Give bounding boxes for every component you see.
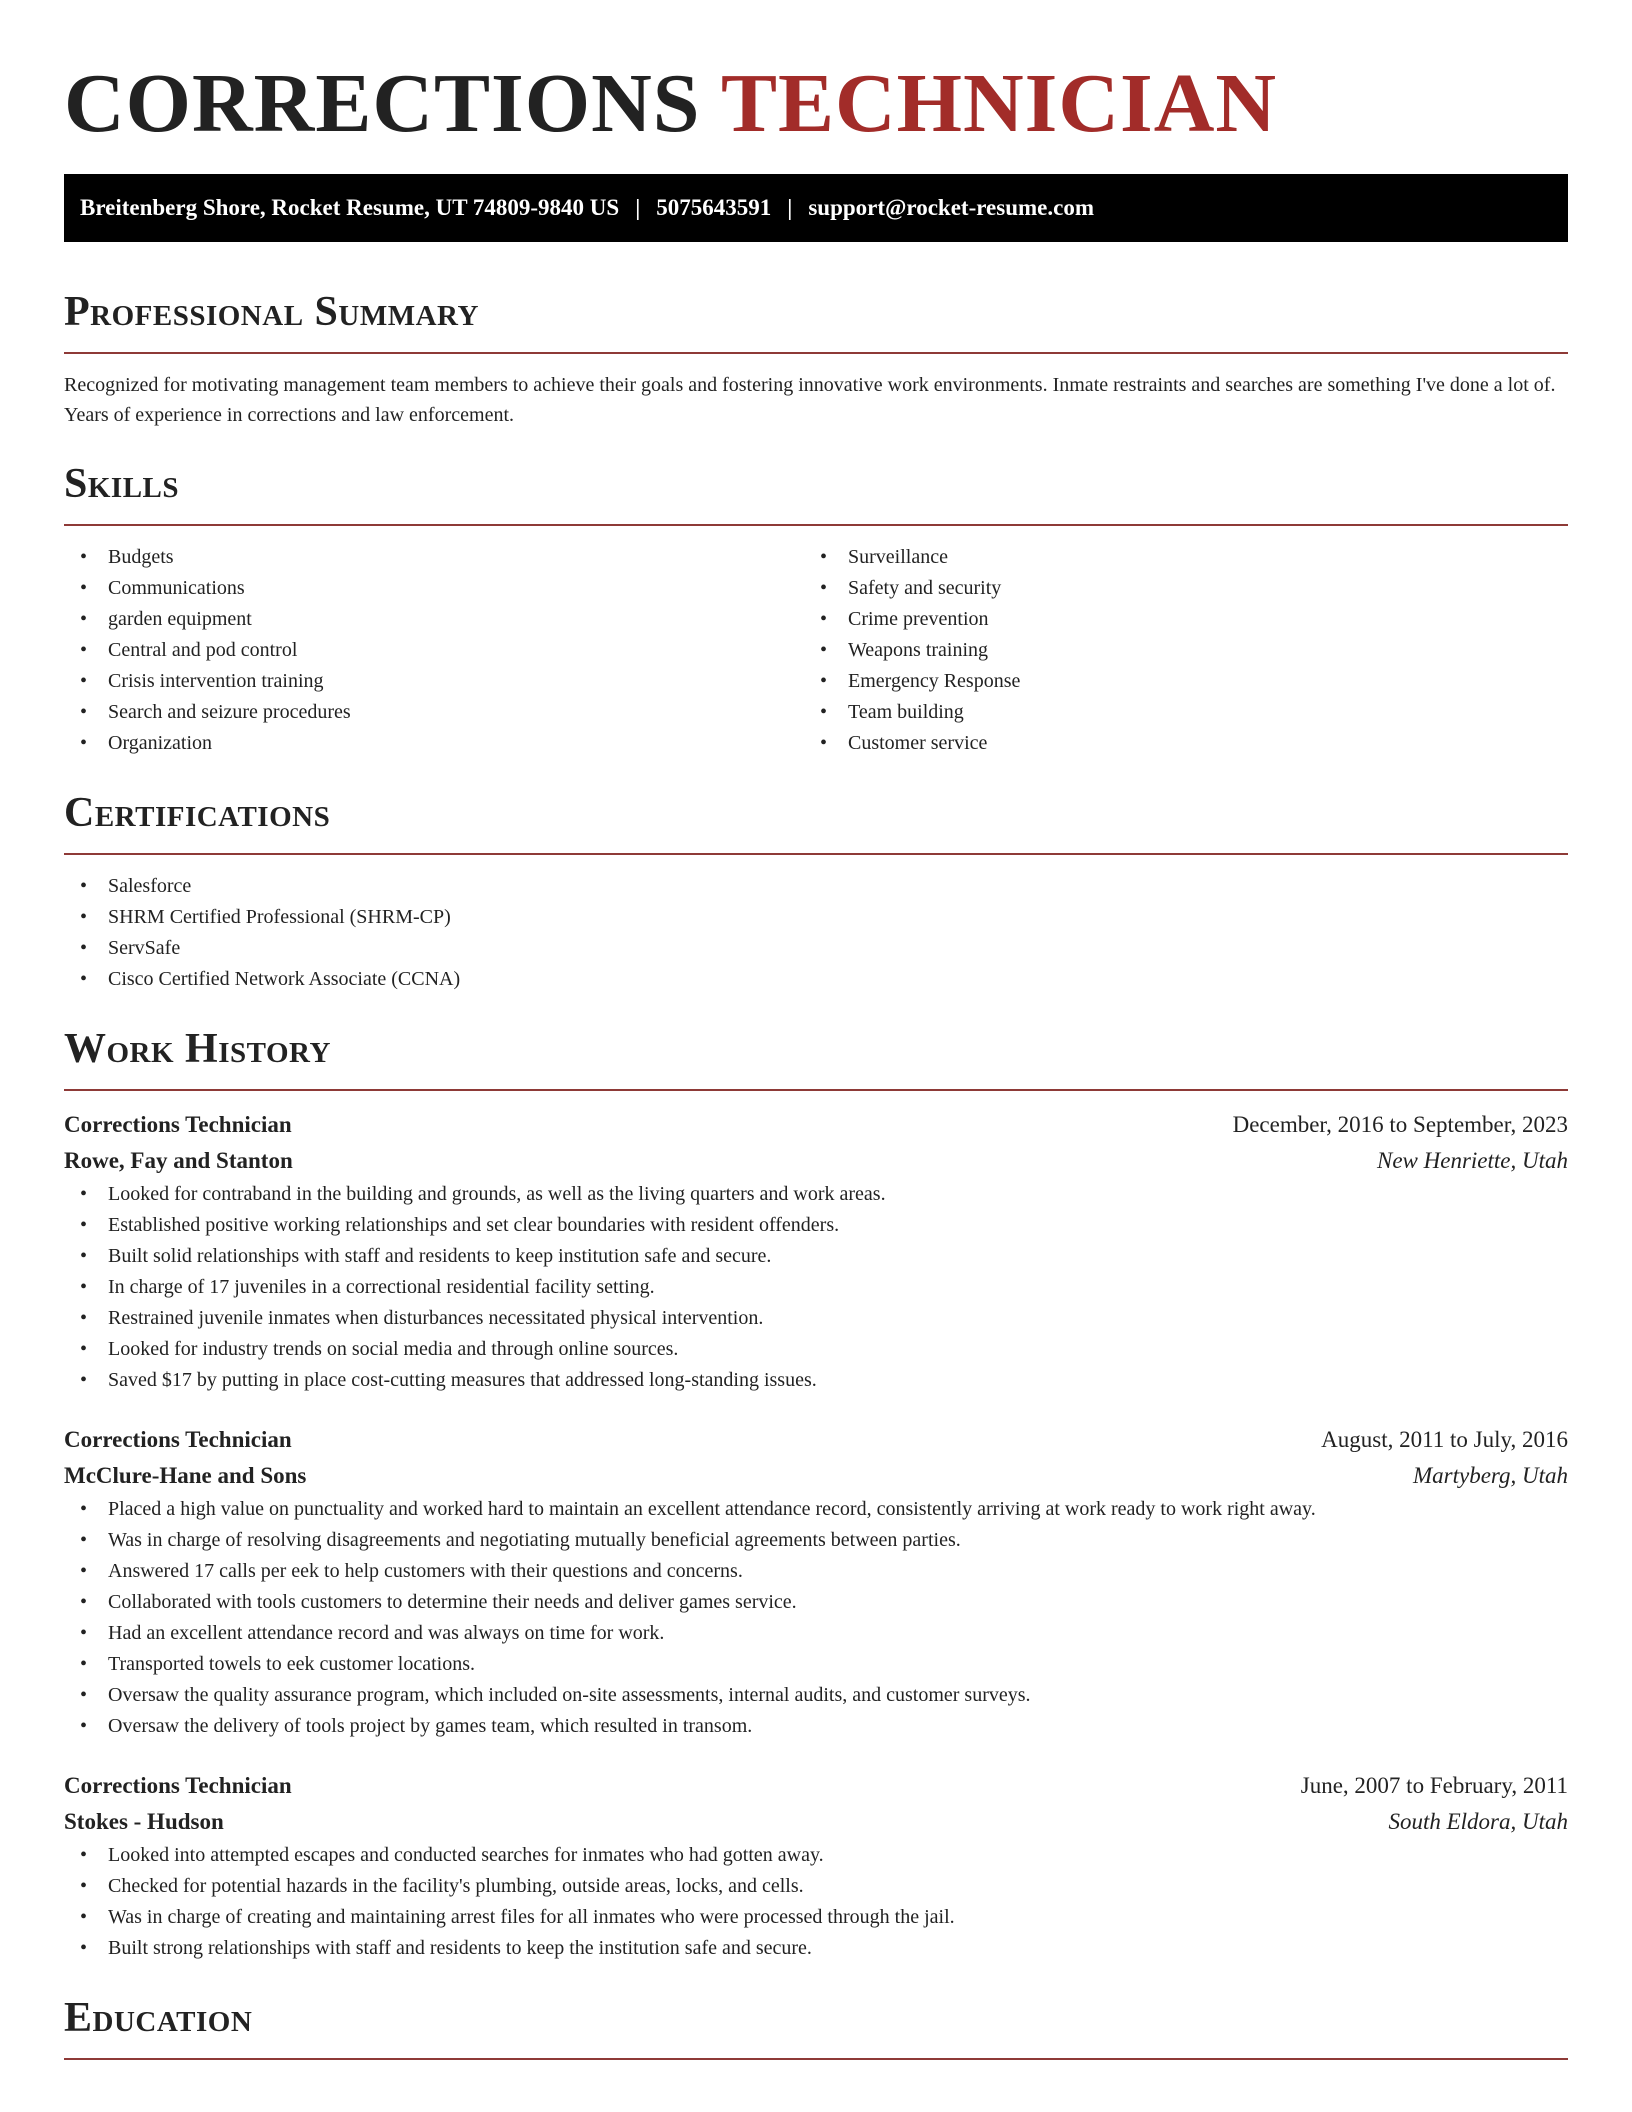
skill-item: • Search and seizure procedures xyxy=(64,697,804,728)
skill-item: • Crisis intervention training xyxy=(64,666,804,697)
section-heading-work-history: Work History xyxy=(64,1026,331,1072)
job-company-row xyxy=(64,1804,1568,1840)
title-word-1: CORRECTIONS xyxy=(64,57,701,150)
skill-item: • Communications xyxy=(64,573,804,604)
skill-item: • Team building xyxy=(804,697,1544,728)
skill-item: • Surveillance xyxy=(804,542,1544,573)
job-duty: • Checked for potential hazards in the facility's plumbing, outside areas, locks, and cells. xyxy=(64,1871,1568,1902)
job-title: Corrections Technician xyxy=(64,1427,292,1452)
job-header-row xyxy=(64,1422,1568,1458)
job-duty: • Built solid relationships with staff and residents to keep institution safe and secure. xyxy=(64,1241,1568,1272)
job-duty: • Collaborated with tools customers to determine their needs and deliver games service. xyxy=(64,1587,1568,1618)
job-header-row xyxy=(64,1107,1568,1143)
skills-column-left xyxy=(64,542,804,759)
section-heading-skills: Skills xyxy=(64,461,180,507)
certification-item: • ServSafe xyxy=(64,933,1568,964)
skills-grid xyxy=(64,542,1568,759)
section-divider xyxy=(64,853,1568,855)
job-duty: • Oversaw the delivery of tools project by games team, which resulted in transom. xyxy=(64,1711,1568,1742)
job-company-row xyxy=(64,1143,1568,1179)
job-title: Corrections Technician xyxy=(64,1112,292,1137)
job-location: New Henriette, Utah xyxy=(1377,1148,1568,1173)
section-divider xyxy=(64,1089,1568,1091)
job-duty: • Looked for contraband in the building and grounds, as well as the living quarters and work areas. xyxy=(64,1179,1568,1210)
skill-item: • Crime prevention xyxy=(804,604,1544,635)
certification-item: • Cisco Certified Network Associate (CCNA) xyxy=(64,964,1568,995)
skill-item: • Weapons training xyxy=(804,635,1544,666)
skill-item: • Emergency Response xyxy=(804,666,1544,697)
certification-item: • SHRM Certified Professional (SHRM-CP) xyxy=(64,902,1568,933)
job-entry xyxy=(64,1107,1568,1396)
skills-column-right xyxy=(804,542,1544,759)
job-title: Corrections Technician xyxy=(64,1773,292,1798)
job-company-row xyxy=(64,1458,1568,1494)
job-duty: • Looked into attempted escapes and conducted searches for inmates who had gotten away. xyxy=(64,1840,1568,1871)
section-heading-summary: Professional Summary xyxy=(64,289,479,335)
job-duty: • Had an excellent attendance record and was always on time for work. xyxy=(64,1618,1568,1649)
section-heading-certifications: Certifications xyxy=(64,790,331,836)
contact-address: Breitenberg Shore, Rocket Resume, UT 74809-9840 US xyxy=(80,195,620,220)
job-duty: • Built strong relationships with staff and residents to keep the institution safe and secure. xyxy=(64,1933,1568,1964)
job-duty: • Transported towels to eek customer locations. xyxy=(64,1649,1568,1680)
job-dates: June, 2007 to February, 2011 xyxy=(1300,1773,1568,1798)
certifications-section xyxy=(64,787,1568,995)
job-duties-list xyxy=(64,1494,1568,1742)
job-duty: • Saved $17 by putting in place cost-cutting measures that addressed long-standing issues. xyxy=(64,1365,1568,1396)
skill-item: • Central and pod control xyxy=(64,635,804,666)
summary-section xyxy=(64,286,1568,430)
education-section xyxy=(64,1992,1568,2060)
resume-title xyxy=(64,0,1568,150)
summary-text: Recognized for motivating management team members to achieve their goals and fostering innovative work environments. Inmate restraints and searches are something I've done a lot of. Years of experience in corrections and law enforcement. xyxy=(64,374,1556,426)
contact-separator: | xyxy=(635,195,641,220)
skill-item: • Budgets xyxy=(64,542,804,573)
job-duty: • Answered 17 calls per eek to help customers with their questions and concerns. xyxy=(64,1556,1568,1587)
job-dates: December, 2016 to September, 2023 xyxy=(1232,1112,1568,1137)
job-company: Stokes - Hudson xyxy=(64,1809,224,1834)
title-word-2: TECHNICIAN xyxy=(720,57,1278,150)
job-duty: • Was in charge of resolving disagreements and negotiating mutually beneficial agreements between parties. xyxy=(64,1525,1568,1556)
job-entry xyxy=(64,1768,1568,1964)
job-duty: • In charge of 17 juveniles in a correctional residential facility setting. xyxy=(64,1272,1568,1303)
job-location: Martyberg, Utah xyxy=(1412,1463,1568,1488)
section-heading-education: Education xyxy=(64,1995,253,2041)
job-dates: August, 2011 to July, 2016 xyxy=(1321,1427,1568,1452)
skill-item: • Organization xyxy=(64,728,804,759)
certifications-list xyxy=(64,871,1568,995)
contact-phone: 5075643591 xyxy=(656,195,772,220)
section-divider xyxy=(64,524,1568,526)
contact-separator: | xyxy=(787,195,793,220)
skill-item: • Customer service xyxy=(804,728,1544,759)
job-duties-list xyxy=(64,1179,1568,1396)
job-company: McClure-Hane and Sons xyxy=(64,1463,307,1488)
skill-item: • garden equipment xyxy=(64,604,804,635)
job-duty: • Oversaw the quality assurance program, which included on-site assessments, internal audits, and customer surveys. xyxy=(64,1680,1568,1711)
work-history-section xyxy=(64,1023,1568,1964)
contact-bar xyxy=(64,174,1568,242)
job-header-row xyxy=(64,1768,1568,1804)
section-divider xyxy=(64,2058,1568,2060)
job-duty: • Looked for industry trends on social media and through online sources. xyxy=(64,1334,1568,1365)
job-duty: • Established positive working relationships and set clear boundaries with resident offenders. xyxy=(64,1210,1568,1241)
job-duty: • Placed a high value on punctuality and worked hard to maintain an excellent attendance record, consistently arriving at work ready to work right away. xyxy=(64,1494,1568,1525)
section-divider xyxy=(64,352,1568,354)
job-duty: • Restrained juvenile inmates when disturbances necessitated physical intervention. xyxy=(64,1303,1568,1334)
job-company: Rowe, Fay and Stanton xyxy=(64,1148,293,1173)
job-entry xyxy=(64,1422,1568,1742)
skill-item: • Safety and security xyxy=(804,573,1544,604)
skills-section xyxy=(64,458,1568,759)
job-duty: • Was in charge of creating and maintaining arrest files for all inmates who were processed through the jail. xyxy=(64,1902,1568,1933)
contact-email: support@rocket-resume.com xyxy=(808,195,1094,220)
certification-item: • Salesforce xyxy=(64,871,1568,902)
job-duties-list xyxy=(64,1840,1568,1964)
job-location: South Eldora, Utah xyxy=(1388,1809,1568,1834)
